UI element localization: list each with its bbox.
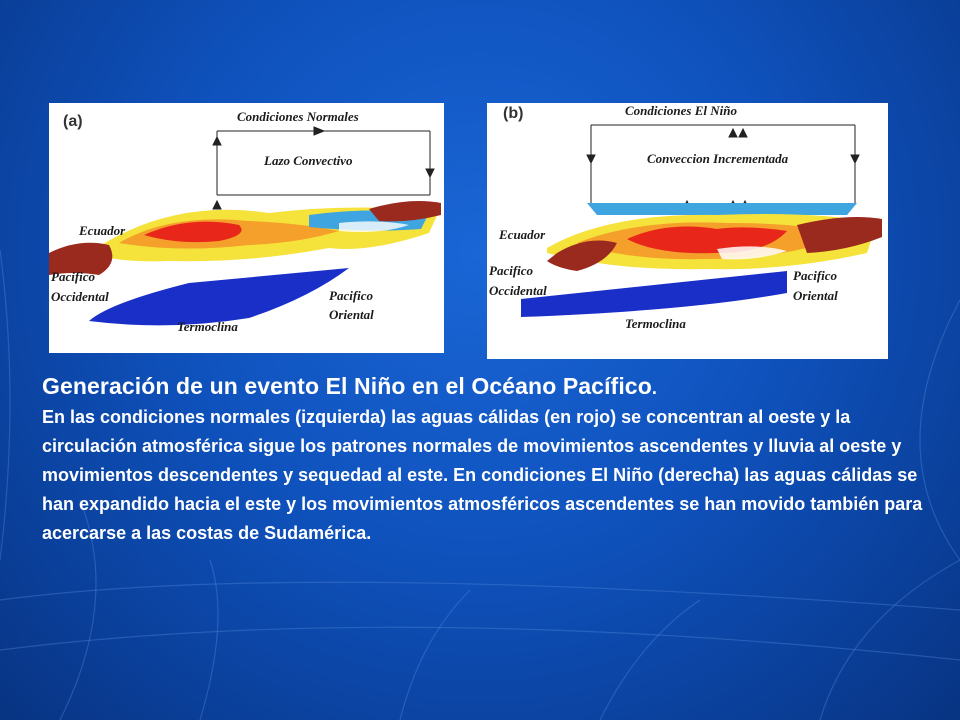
diagram-a-west-label-2: Occidental	[51, 289, 109, 304]
slide-caption	[42, 371, 932, 548]
diagram-a-thermocline-label: Termoclina	[177, 319, 238, 334]
diagram-b-west-label-2: Occidental	[489, 283, 547, 298]
diagram-a-ecuador-label: Ecuador	[79, 223, 126, 238]
el-nino-conditions-graphic	[487, 103, 888, 359]
diagram-a-east-label-2: Oriental	[329, 307, 374, 322]
diagram-b-west-label-1: Pacifico	[489, 263, 534, 278]
caption-title-period: .	[651, 378, 657, 398]
diagram-normal-conditions	[49, 103, 444, 353]
diagram-a-title: Condiciones Normales	[237, 109, 359, 124]
diagram-b-east-label-1: Pacifico	[793, 268, 838, 283]
diagram-b-ecuador-label: Ecuador	[499, 227, 546, 242]
caption-title-text: Generación de un evento El Niño en el Océano Pacífico	[42, 373, 652, 399]
panel-letter-a: (a)	[63, 113, 83, 130]
caption-title	[42, 371, 932, 403]
panel-letter-b: (b)	[503, 105, 524, 122]
diagram-b-east-label-2: Oriental	[793, 288, 838, 303]
diagram-b-thermocline-label: Termoclina	[625, 316, 686, 331]
diagram-a-east-label-1: Pacifico	[329, 288, 374, 303]
diagram-a-loop-label: Lazo Convectivo	[264, 153, 353, 168]
diagram-b-title: Condiciones El Niño	[625, 103, 737, 118]
diagram-a-west-label-1: Pacifico	[51, 269, 96, 284]
diagram-b-loop-label: Conveccion Incrementada	[647, 151, 789, 166]
diagram-el-nino-conditions	[487, 103, 888, 359]
caption-body: En las condiciones normales (izquierda) las aguas cálidas (en rojo) se concentran al oeste y la circulación atmosférica sigue los patrones normales de movimientos ascendentes y lluvia al oeste y movimientos descendentes y sequedad al este. En condiciones El Niño (derecha) las aguas cálidas se han expandido hacia el este y los movimientos atmosféricos ascendentes se han movido también para acercarse a las costas de Sudamérica.	[42, 407, 923, 543]
